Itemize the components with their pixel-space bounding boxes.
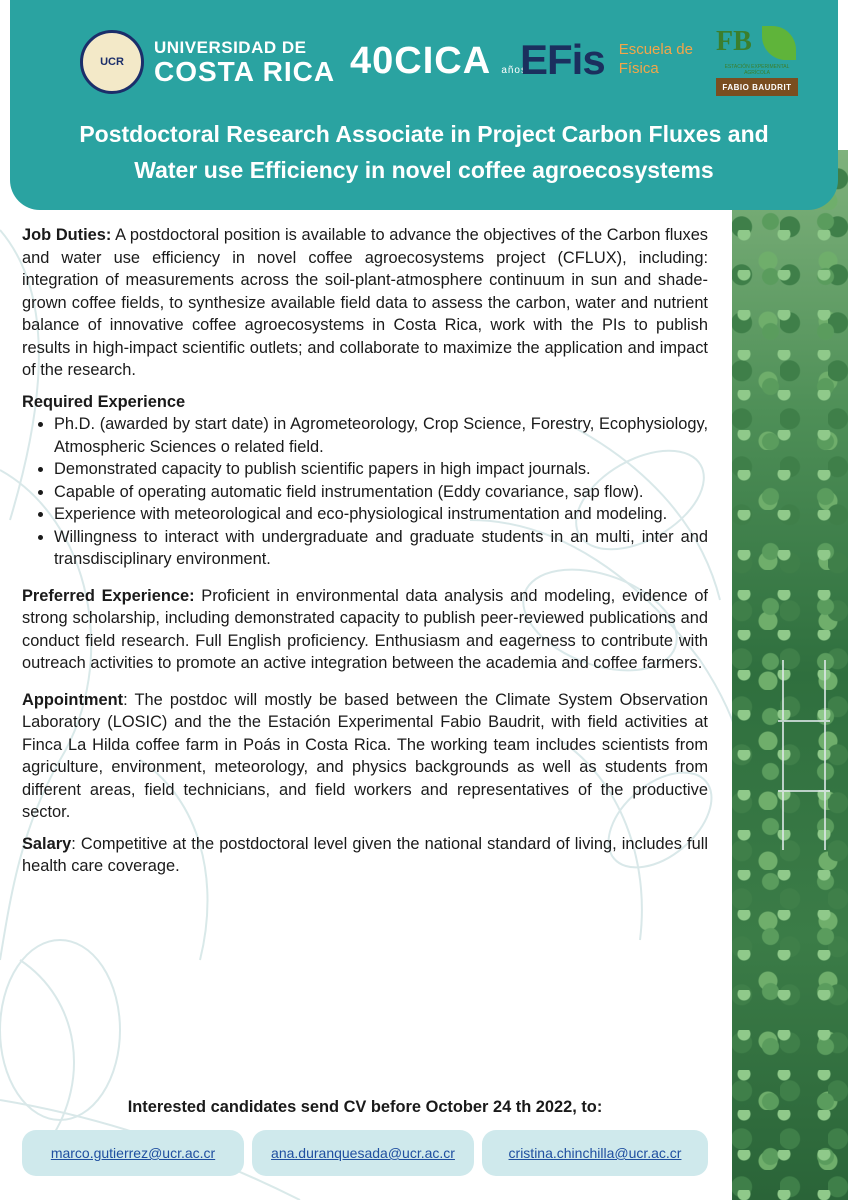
- job-description: [22, 224, 708, 878]
- title-line1: Postdoctoral Research Associate in Project Carbon Fluxes and: [79, 121, 769, 147]
- page-title: [40, 116, 808, 188]
- job-duties-label: Job Duties:: [22, 226, 112, 244]
- fabio-baudrit-logo: [716, 26, 798, 104]
- preferred-experience-text: Proficient in environmental data analysis and modeling, evidence of strong scholarship, including demonstrated capacity to publish peer-reviewed publications and conduct field research. Full English proficiency. Enthusiasm and eagerness to contribute with outreach activities to promote an active integration between the academia and coffee farmers.: [22, 586, 708, 672]
- appointment-label: Appointment: [22, 690, 124, 709]
- fb-mark: FB: [716, 26, 752, 57]
- preferred-experience-paragraph: [22, 585, 708, 675]
- appointment-paragraph: [22, 689, 708, 824]
- call-to-action: Interested candidates send CV before October 24 th 2022, to:: [127, 1098, 603, 1116]
- efis-mark: EFis: [520, 36, 605, 83]
- email-link-ana[interactable]: ana.duranquesada@ucr.ac.cr: [252, 1130, 474, 1176]
- ucr-logo: [80, 30, 335, 94]
- flux-tower-image: [782, 660, 826, 850]
- ucr-name-line2: COSTA RICA: [154, 55, 336, 87]
- fb-subtitle: ESTACIÓN EXPERIMENTAL AGRÍCOLA: [724, 64, 790, 76]
- fb-band: FABIO BAUDRIT: [716, 78, 798, 96]
- efis-line1: Escuela de: [618, 41, 693, 59]
- cica-label: 40CICA: [350, 40, 490, 82]
- ucr-seal-icon: UCR: [80, 30, 144, 94]
- list-item: • Willingness to interact with undergraduate and graduate students in an multi, inter and transdisciplinary environment.: [54, 526, 708, 571]
- email-link-marco[interactable]: marco.gutierrez@ucr.ac.cr: [22, 1130, 244, 1176]
- efis-line2: Física: [618, 60, 659, 77]
- list-item: • Demonstrated capacity to publish scientific papers in high impact journals.: [54, 458, 708, 481]
- salary-label: Salary: [22, 834, 72, 853]
- appointment-text: : The postdoc will mostly be based between the Climate System Observation Laboratory (LOSIC) and the the Estación Experimental Fabio Baudrit, with field activities at Finca La Hilda coffee farm in Poás in Costa Rica. The working team includes scientists from agriculture, environment, meteorology, and physics backgrounds as well as students from different areas, field technicians, and field workers and representatives of the productive sector.: [22, 690, 708, 821]
- list-item: • Ph.D. (awarded by start date) in Agrometeorology, Crop Science, Forestry, Ecophysiology, Atmospheric Sciences o related field.: [54, 413, 708, 458]
- job-duties-text: A postdoctoral position is available to advance the objectives of the Carbon fluxes and water use efficiency in novel coffee agroecosystems project (CFLUX), including: integration of measurements across the soil-plant-atmosphere continuum in sun and shade-grown coffee fields, to synthesize available field data to assess the carbon, water and nutrient balance of innovative coffee agroecosystems in Costa Rica, work with the PIs to publish results in high-impact scientific outlets; and collaborate to maximize the application and impact of the research.: [22, 226, 708, 379]
- efis-logo: [520, 36, 693, 84]
- required-experience-label: Required Experience: [22, 392, 186, 411]
- salary-paragraph: [22, 833, 708, 878]
- title-line2: Water use Efficiency in novel coffee agroecosystems: [134, 157, 714, 183]
- coffee-plantation-photo: [732, 150, 848, 1200]
- list-item: • Capable of operating automatic field instrumentation (Eddy covariance, sap flow).: [54, 481, 708, 504]
- cica-anos: años: [501, 65, 527, 76]
- salary-text: : Competitive at the postdoctoral level given the national standard of living, includes full health care coverage.: [22, 834, 708, 875]
- header-banner: [10, 0, 838, 210]
- ucr-name-line1: UNIVERSIDAD DE: [154, 37, 307, 57]
- required-experience-heading: [22, 391, 708, 414]
- required-experience-list: [22, 413, 708, 571]
- job-duties-paragraph: [22, 224, 708, 382]
- logo-row: [10, 20, 838, 104]
- list-item: • Experience with meteorological and eco-physiological instrumentation and modeling.: [54, 503, 708, 526]
- cica-logo: [350, 40, 527, 83]
- email-link-cristina[interactable]: cristina.chinchilla@ucr.ac.cr: [482, 1130, 708, 1176]
- preferred-experience-label: Preferred Experience:: [22, 586, 195, 605]
